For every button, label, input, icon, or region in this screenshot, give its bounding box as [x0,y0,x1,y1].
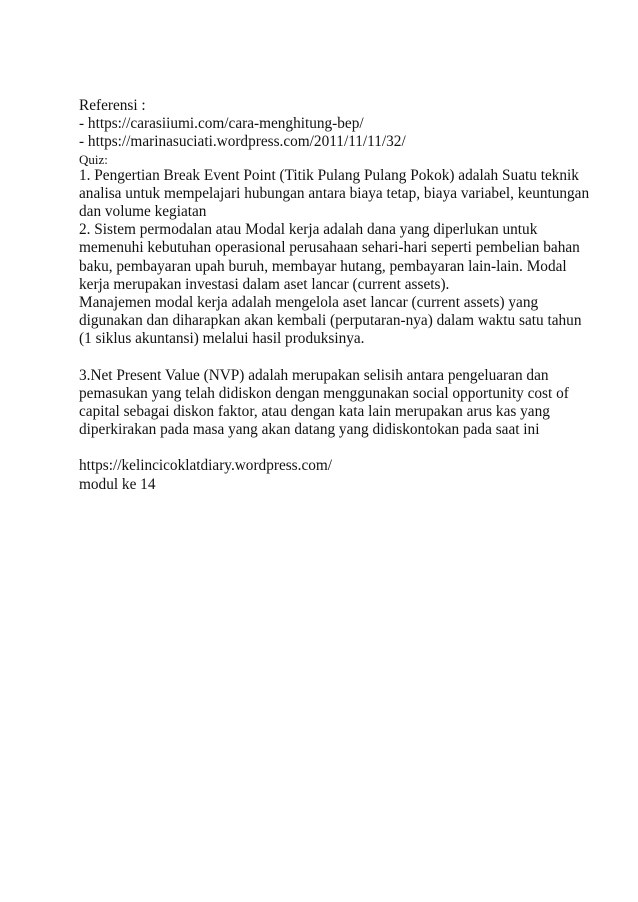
paragraph-gap [79,349,579,367]
q2-line: kerja merupakan investasi dalam aset lancar (current assets). [79,275,450,293]
q3-line: capital sebagai diskon faktor, atau dengan kata lain merupakan arus kas yang [79,403,550,421]
q3-line: 3.Net Present Value (NVP) adalah merupakan selisih antara pengeluaran dan [79,366,549,384]
q3-line: pemasukan yang telah didiskon dengan menggunakan social opportunity cost of [79,384,569,402]
referensi-heading: Referensi : [79,97,146,114]
q1-line: dan volume kegiatan [79,203,207,221]
paragraph-gap [79,439,579,457]
q2-line: (1 siklus akuntansi) melalui hasil produksinya. [79,330,365,348]
q2-line: 2. Sistem permodalan atau Modal kerja adalah dana yang diperlukan untuk [79,221,538,239]
quiz-label: Quiz: [79,151,108,167]
q2-line: digunakan dan diharapkan akan kembali (perputaran-nya) dalam waktu satu tahun [79,312,582,330]
q2-line: Manajemen modal kerja adalah mengelola aset lancar (current assets) yang [79,294,539,312]
q1-line: 1. Pengertian Break Event Point (Titik Pulang Pulang Pokok) adalah Suatu teknik [79,166,579,184]
q2-line: memenuhi kebutuhan operasional perusahaan sehari-hari seperti pembelian bahan [79,239,580,257]
footer-link: https://kelincicoklatdiary.wordpress.com/ [79,457,333,475]
q1-line: analisa untuk mempelajari hubungan antara biaya tetap, biaya variabel, keuntungan [79,184,590,202]
reference-link-1: - https://carasiiumi.com/cara-menghitung-bep/ [79,115,364,133]
q3-line: diperkirakan pada masa yang akan datang yang didiskontokan pada saat ini [79,421,540,439]
document-body [79,97,590,494]
footer-module: modul ke 14 [79,475,156,493]
q2-line: baku, pembayaran upah buruh, membayar hutang, pembayaran lain-lain. Modal [79,257,567,275]
reference-link-2: - https://marinasuciati.wordpress.com/2011/11/11/32/ [79,133,406,151]
